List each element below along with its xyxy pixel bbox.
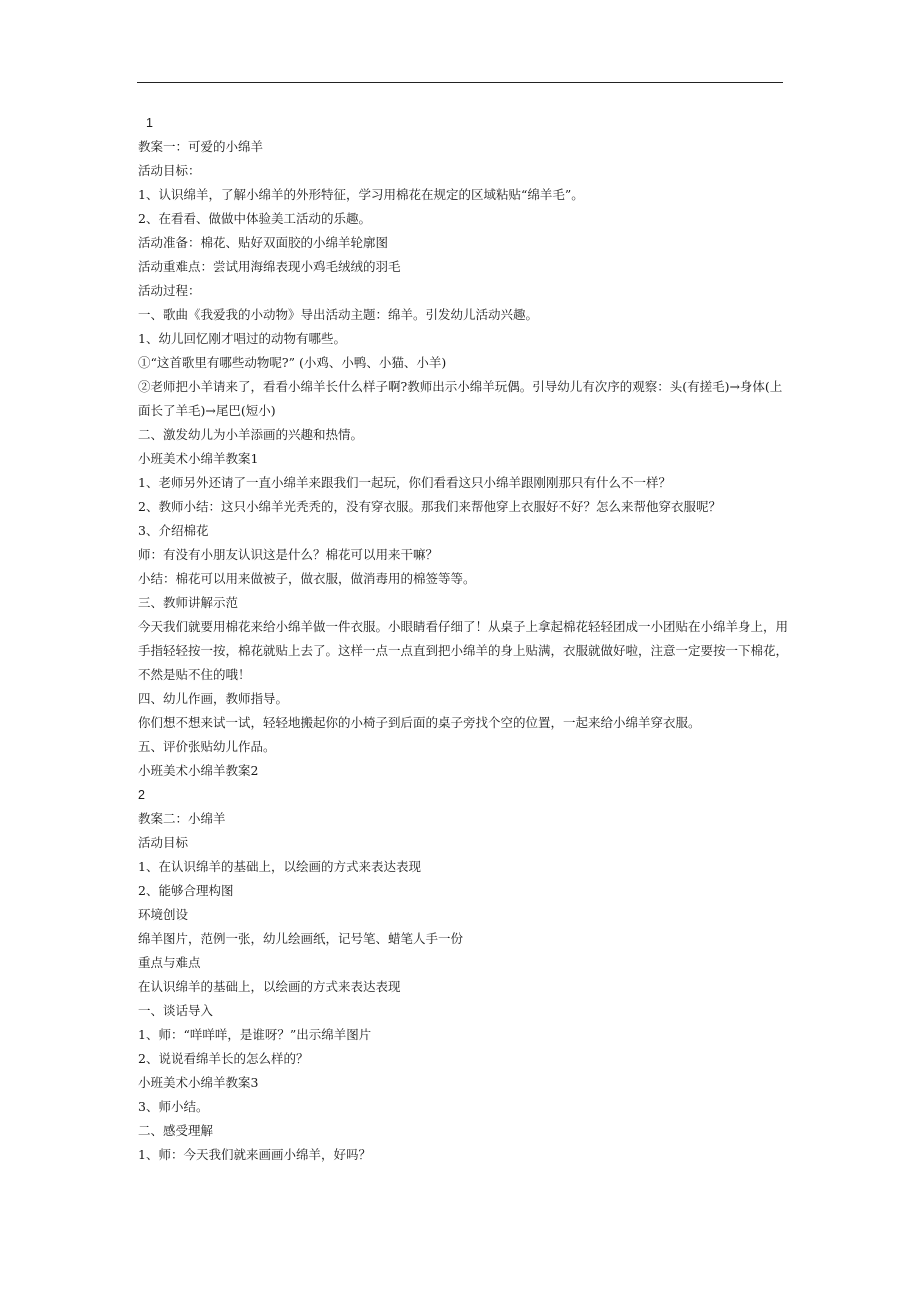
section-heading: 活动目标 — [138, 835, 189, 850]
document-body — [138, 111, 788, 1167]
text-line: ②老师把小羊请来了，看看小绵羊长什么样子啊?教师出示小绵羊玩偶。引导幼儿有次序的观察：头(有搓毛)→身体(上 — [138, 379, 783, 394]
page-number-1: 1 — [146, 116, 153, 130]
text-line: 1、认识绵羊，了解小绵羊的外形特征，学习用棉花在规定的区域粘贴“绵羊毛”。 — [138, 187, 584, 202]
text-line: 四、幼儿作画，教师指导。 — [138, 691, 289, 706]
text-line: 三、教师讲解示范 — [138, 595, 239, 610]
text-line: 在认识绵羊的基础上，以绘画的方式来表达表现 — [138, 979, 401, 994]
text-line: 今天我们就要用棉花来给小绵羊做一件衣服。小眼睛看仔细了！从桌子上拿起棉花轻轻团成一小团贴在小绵羊身上，用 — [138, 619, 788, 634]
header-rule — [137, 82, 783, 83]
text-line: 3、师小结。 — [138, 1099, 209, 1114]
text-line: 师：有没有小朋友认识这是什么？棉花可以用来干嘛？ — [138, 547, 439, 562]
text-line: 2、说说看绵羊长的怎么样的？ — [138, 1051, 309, 1066]
text-line: 不然是贴不住的哦！ — [138, 667, 251, 682]
text-line: 1、师：“咩咩咩，是谁呀？”出示绵羊图片 — [138, 1027, 372, 1042]
page-number-2: 2 — [138, 788, 145, 802]
subtitle-line: 小班美术小绵羊教案1 — [138, 451, 259, 466]
text-line: 活动准备：棉花、贴好双面胶的小绵羊轮廓图 — [138, 235, 389, 250]
text-line: 面长了羊毛)→尾巴(短小) — [138, 403, 276, 418]
text-line: 2、能够合理构图 — [138, 883, 234, 898]
text-line: 二、激发幼儿为小羊添画的兴趣和热情。 — [138, 427, 364, 442]
section-heading: 重点与难点 — [138, 955, 201, 970]
text-line: 一、谈话导入 — [138, 1003, 214, 1018]
text-line: 1、师：今天我们就来画画小绵羊，好吗？ — [138, 1147, 371, 1162]
text-line: 3、介绍棉花 — [138, 523, 209, 538]
text-line: 一、歌曲《我爱我的小动物》导出活动主题：绵羊。引发幼儿活动兴趣。 — [138, 307, 539, 322]
text-line: ①“这首歌里有哪些动物呢?” (小鸡、小鸭、小猫、小羊) — [138, 355, 447, 370]
text-line: 你们想不想来试一试，轻轻地搬起你的小椅子到后面的桌子旁找个空的位置，一起来给小绵羊穿衣服。 — [138, 715, 701, 730]
text-line: 2、教师小结：这只小绵羊光秃秃的，没有穿衣服。那我们来帮他穿上衣服好不好？怎么来帮他穿衣服呢？ — [138, 499, 721, 514]
section-heading: 环境创设 — [138, 907, 189, 922]
text-line: 绵羊图片，范例一张，幼儿绘画纸，记号笔、蜡笔人手一份 — [138, 931, 464, 946]
text-line: 1、在认识绵羊的基础上，以绘画的方式来表达表现 — [138, 859, 421, 874]
subtitle-line: 小班美术小绵羊教案3 — [138, 1075, 259, 1090]
text-line: 小结：棉花可以用来做被子，做衣服，做消毒用的棉签等等。 — [138, 571, 476, 586]
lesson-2-title: 教案二：小绵羊 — [138, 811, 226, 826]
section-heading: 活动过程： — [138, 283, 201, 298]
subtitle-line: 小班美术小绵羊教案2 — [138, 763, 259, 778]
text-line: 活动重难点：尝试用海绵表现小鸡毛绒绒的羽毛 — [138, 259, 401, 274]
section-heading: 活动目标： — [138, 163, 201, 178]
text-line: 2、在看看、做做中体验美工活动的乐趣。 — [138, 211, 371, 226]
text-line: 二、感受理解 — [138, 1123, 214, 1138]
text-line: 1、老师另外还请了一直小绵羊来跟我们一起玩，你们看看这只小绵羊跟刚刚那只有什么不一样？ — [138, 475, 671, 490]
text-line: 五、评价张贴幼儿作品。 — [138, 739, 276, 754]
lesson-1-title: 教案一：可爱的小绵羊 — [138, 139, 264, 154]
text-line: 1、幼儿回忆刚才唱过的动物有哪些。 — [138, 331, 346, 346]
text-line: 手指轻轻按一按，棉花就贴上去了。这样一点一点直到把小绵羊的身上贴满，衣服就做好啦，注意一定要按一下棉花， — [138, 643, 788, 658]
